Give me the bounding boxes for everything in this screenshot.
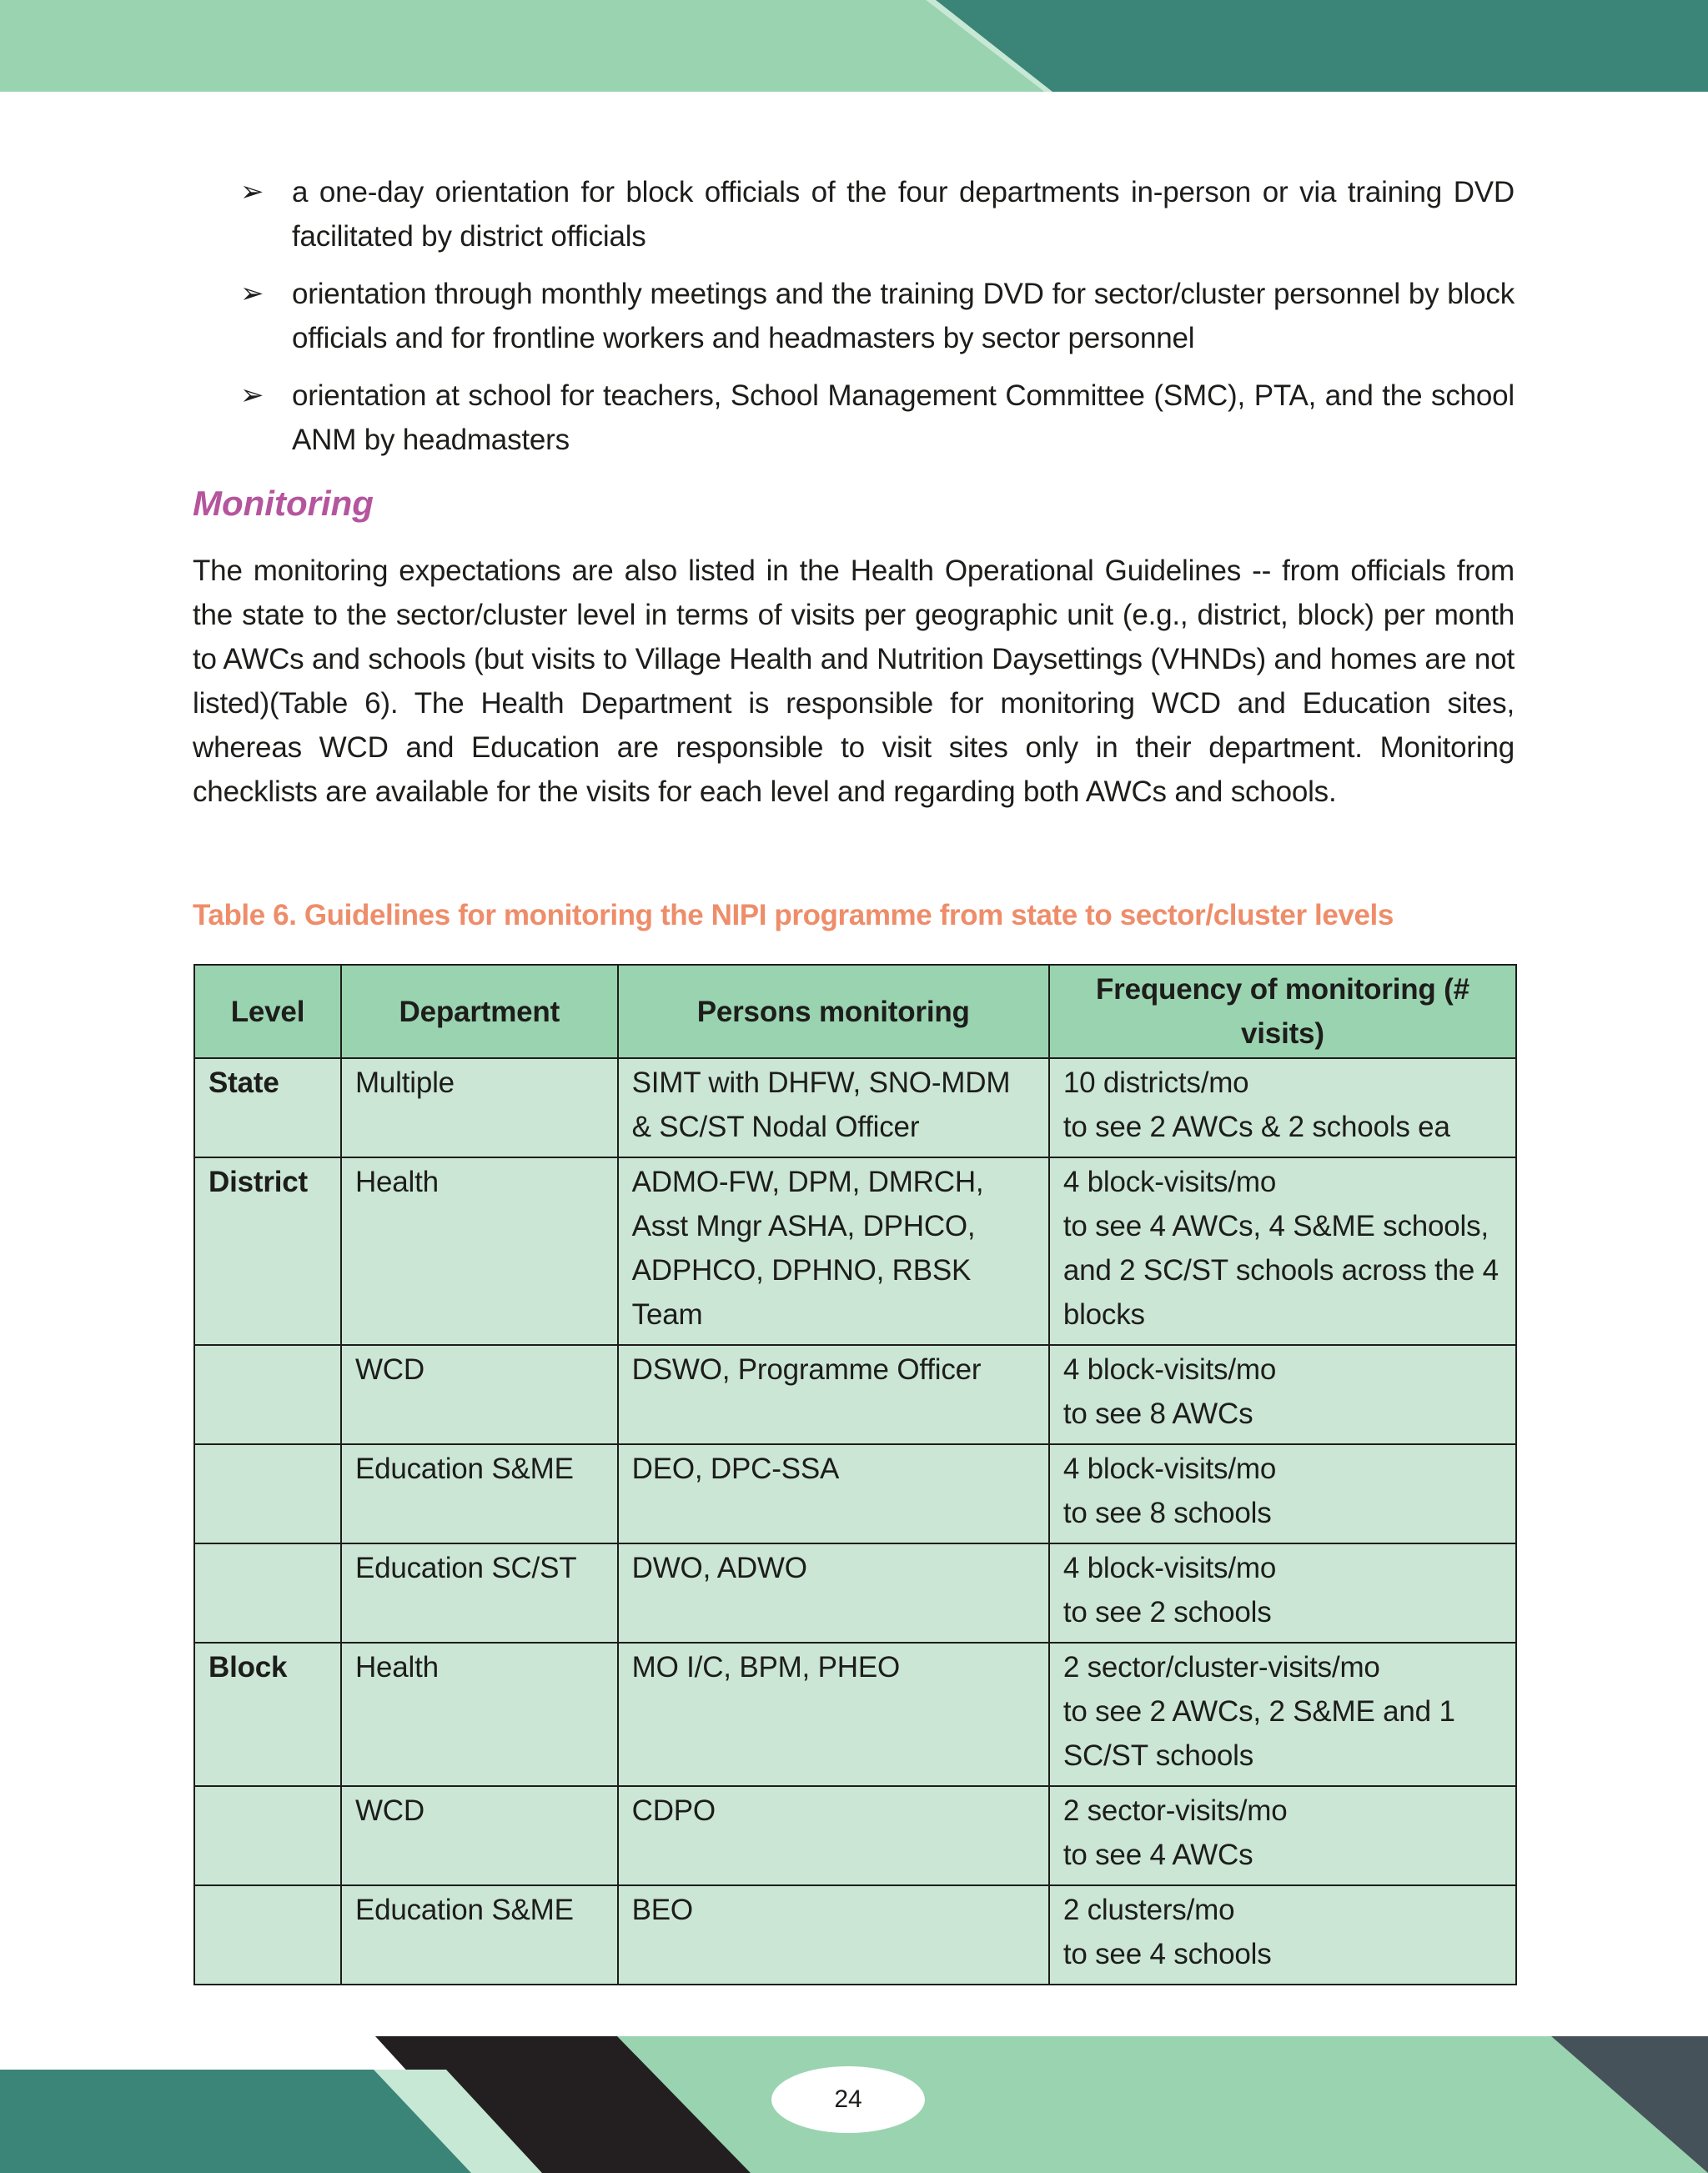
cell-department: Health [341,1157,618,1345]
header-level: Level [194,965,341,1058]
cell-line: Asst Mngr ASHA, DPHCO, [631,1210,976,1242]
cell-persons [618,1345,1049,1444]
header-department: Department [341,965,618,1058]
cell-line: to see 4 AWCs [1062,1839,1253,1871]
cell-line: to see 2 AWCs & 2 schools ea [1062,1111,1450,1143]
table-row [194,1157,1516,1345]
cell-line: and 2 SC/ST schools across the 4 [1062,1254,1499,1287]
cell-line: CDPO [631,1794,716,1827]
bullet-item [240,374,1515,462]
cell-line: to see 2 AWCs, 2 S&ME and 1 [1062,1695,1455,1728]
cell-line: 4 block-visits/mo [1062,1353,1277,1386]
cell-line: ADPHCO, DPHNO, RBSK Team [631,1254,972,1331]
cell-line: SIMT with DHFW, SNO-MDM [631,1066,1011,1099]
cell-line: 2 clusters/mo [1062,1894,1235,1926]
cell-frequency [1049,1786,1516,1885]
orientation-bullet-list [240,170,1515,475]
cell-frequency [1049,1345,1516,1444]
bullet-item [240,272,1515,360]
section-heading: Monitoring [193,484,374,523]
header-persons-monitoring: Persons monitoring [618,965,1049,1058]
cell-line: DEO, DPC-SSA [631,1453,840,1485]
cell-department: Health [341,1643,618,1786]
bullet-text: orientation at school for teachers, School Management Committee (SMC), PTA, and the school ANM by headmasters [292,379,1515,456]
cell-frequency [1049,1643,1516,1786]
page-number: 24 [834,2085,862,2113]
cell-persons [618,1543,1049,1643]
cell-line: to see 4 schools [1062,1938,1272,1970]
top-band-dark [926,0,1708,92]
cell-department: Education S&ME [341,1444,618,1543]
cell-persons [618,1444,1049,1543]
bottom-band-light [584,2036,1708,2173]
cell-level: Block [194,1643,341,1786]
cell-level: State [194,1058,341,1157]
monitoring-table [193,964,1517,1985]
cell-persons [618,1058,1049,1157]
cell-level [194,1885,341,1985]
cell-line: DWO, ADWO [631,1552,807,1584]
bullet-item [240,170,1515,258]
cell-persons [618,1157,1049,1345]
table-row [194,1444,1516,1543]
table-row [194,1543,1516,1643]
cell-line: blocks [1062,1298,1145,1331]
cell-line: 10 districts/mo [1062,1066,1249,1099]
cell-level [194,1786,341,1885]
bullet-text: a one-day orientation for block officials of the four departments in-person or via training DVD facilitated by district officials [292,176,1515,253]
cell-line: to see 8 schools [1062,1497,1272,1529]
cell-line: 4 block-visits/mo [1062,1166,1277,1198]
cell-frequency [1049,1444,1516,1543]
cell-persons [618,1885,1049,1985]
cell-line: to see 4 AWCs, 4 S&ME schools, [1062,1210,1489,1242]
cell-department: Multiple [341,1058,618,1157]
cell-department: WCD [341,1345,618,1444]
cell-persons [618,1643,1049,1786]
cell-frequency [1049,1885,1516,1985]
cell-line: to see 2 schools [1062,1596,1272,1628]
cell-line: DSWO, Programme Officer [631,1353,982,1386]
arrowhead-icon: ➢ [240,277,264,310]
top-decorative-band [0,0,1708,92]
arrowhead-icon: ➢ [240,379,264,412]
table-row [194,1885,1516,1985]
table-row [194,1058,1516,1157]
cell-line: MO I/C, BPM, PHEO [631,1651,900,1684]
cell-level [194,1543,341,1643]
cell-line: BEO [631,1894,693,1926]
cell-level: District [194,1157,341,1345]
table-row [194,1786,1516,1885]
cell-line: 4 block-visits/mo [1062,1453,1277,1485]
cell-frequency [1049,1157,1516,1345]
cell-frequency [1049,1058,1516,1157]
table-row [194,1345,1516,1444]
section-body-paragraph: The monitoring expectations are also listed in the Health Operational Guidelines -- from officials from the state to the sector/cluster level in terms of visits per geographic unit (e.g., district, block) per month to AWCs and schools (but visits to Village Health and Nutrition Daysettings (VHNDs) and homes are not listed)(Table 6). The Health Department is responsible for monitoring WCD and Education sites, whereas WCD and Education are responsible to visit sites only in their department. Monitoring checklists are available for the visits for each level and regarding both AWCs and schools. [193,555,1515,808]
cell-level [194,1345,341,1444]
bullet-text: orientation through monthly meetings and the training DVD for sector/cluster personnel by block officials and for frontline workers and headmasters by sector personnel [292,278,1515,354]
arrowhead-icon: ➢ [240,175,264,208]
cell-persons [618,1786,1049,1885]
table-header-row [194,965,1516,1058]
cell-level [194,1444,341,1543]
cell-line: 2 sector/cluster-visits/mo [1062,1651,1380,1684]
cell-line: ADMO-FW, DPM, DMRCH, [631,1166,984,1198]
cell-line: SC/ST schools [1062,1739,1254,1772]
header-frequency: Frequency of monitoring (# visits) [1049,965,1516,1058]
cell-line: 4 block-visits/mo [1062,1552,1277,1584]
cell-department: Education S&ME [341,1885,618,1985]
cell-frequency [1049,1543,1516,1643]
cell-department: Education SC/ST [341,1543,618,1643]
table-row [194,1643,1516,1786]
cell-line: 2 sector-visits/mo [1062,1794,1288,1827]
cell-department: WCD [341,1786,618,1885]
table-caption: Table 6. Guidelines for monitoring the NIPI programme from state to sector/cluster levels [193,899,1394,931]
cell-line: & SC/ST Nodal Officer [631,1111,920,1143]
cell-line: to see 8 AWCs [1062,1398,1253,1430]
